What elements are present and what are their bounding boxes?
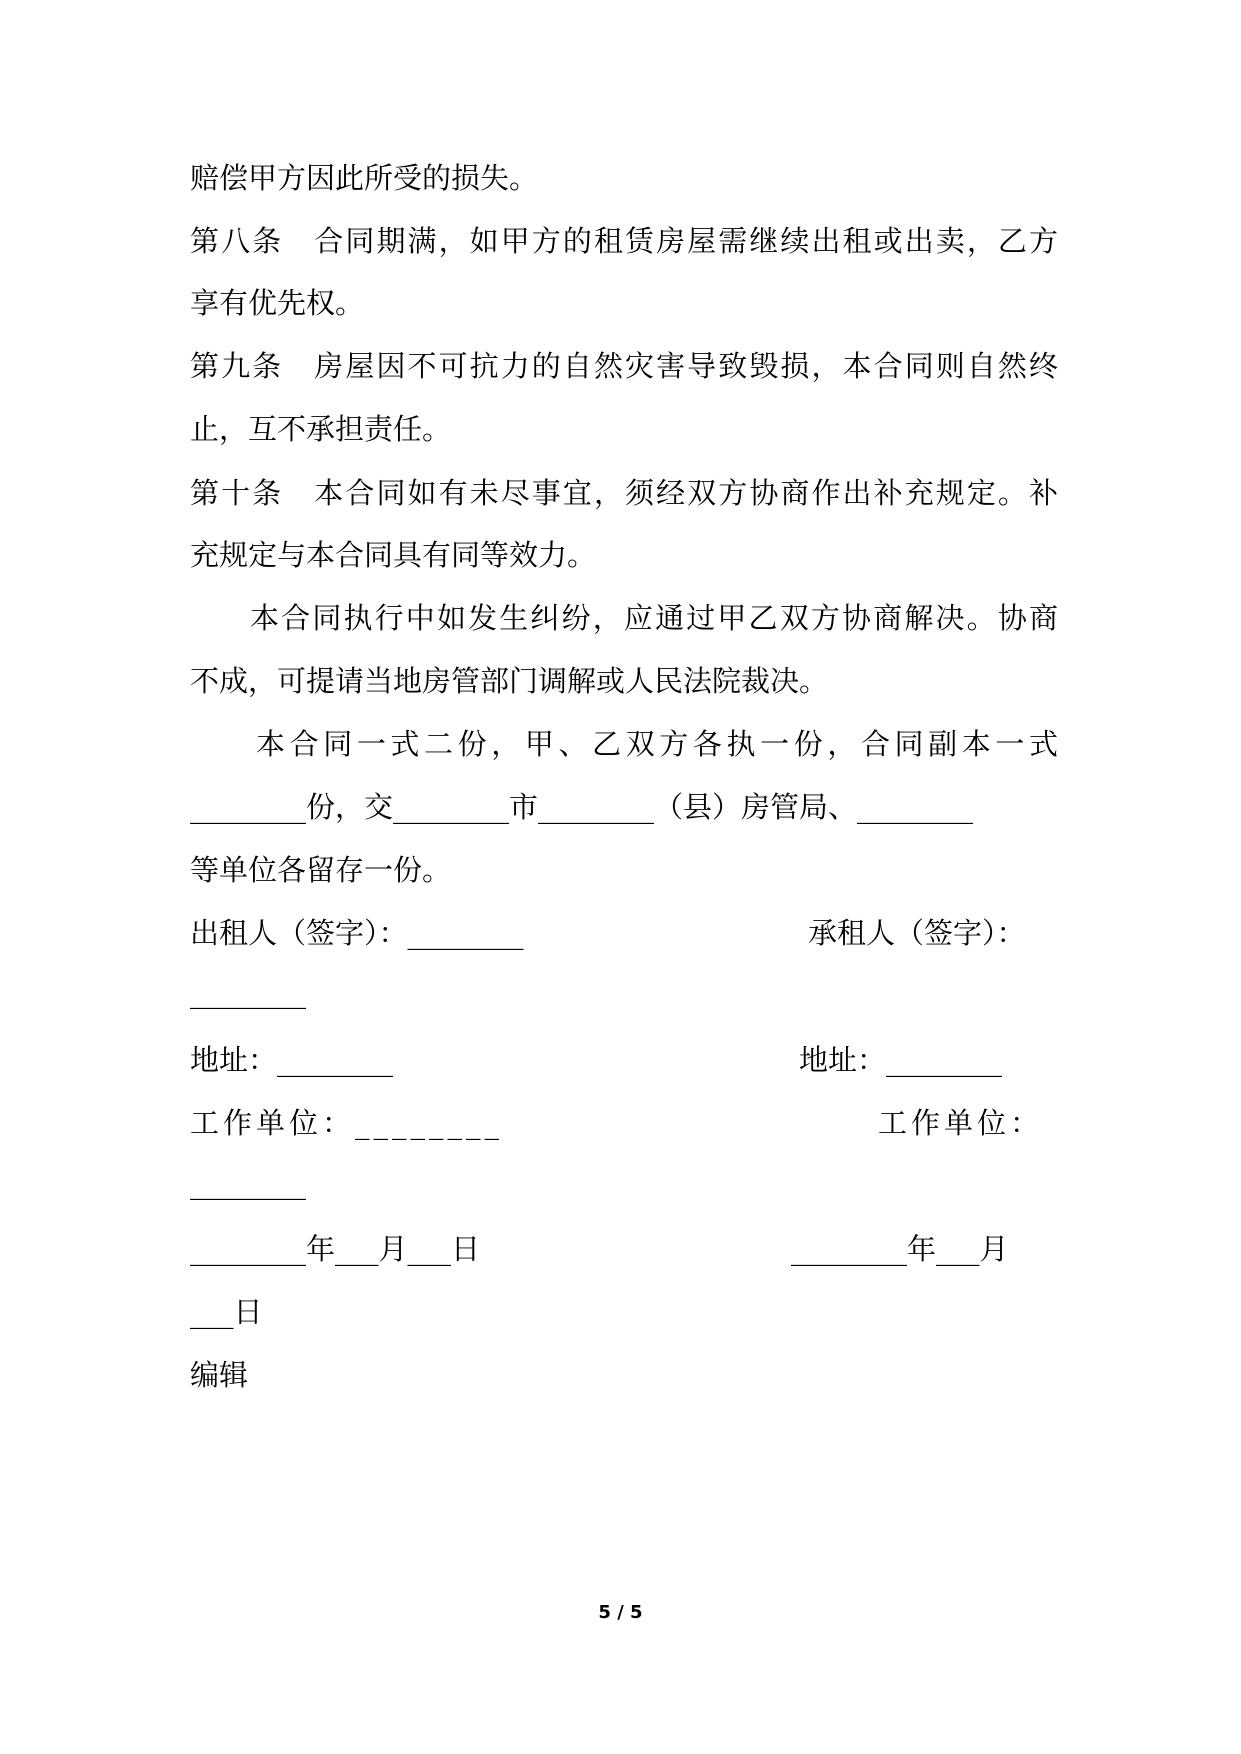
page-number: 5 / 5 xyxy=(598,1602,643,1623)
clause-9-line-1: 第九条 房屋因不可抗力的自然灾害导致毁损，本合同则自然终 xyxy=(190,349,1058,383)
clause-9-line-2: 止，互不承担责任。 xyxy=(190,412,452,446)
lessee-signature: 承租人（签字）： xyxy=(808,916,1026,950)
lessor-date: ________年___月___日 xyxy=(190,1232,481,1266)
clause-8-line-2: 享有优先权。 xyxy=(190,286,365,320)
lessee-work-unit: 工作单位： xyxy=(878,1106,1044,1140)
dispute-line-2: 不成，可提请当地房管部门调解或人民法院裁决。 xyxy=(190,664,829,698)
lessor-signature: 出租人（签字）：________ xyxy=(190,916,524,950)
edit-label: 编辑 xyxy=(190,1358,249,1392)
lessor-address: 地址：________ xyxy=(190,1043,394,1077)
lessee-signature-blank: ________ xyxy=(190,975,306,1009)
clause-10-line-2: 充规定与本合同具有同等效力。 xyxy=(190,538,597,572)
copies-line-2: ________份，交________市________（县）房管局、________ xyxy=(190,790,974,824)
text-line-1: 赔偿甲方因此所受的损失。 xyxy=(190,161,539,195)
lessee-address: 地址：________ xyxy=(799,1043,1003,1077)
dispute-line-1: 本合同执行中如发生纠纷，应通过甲乙双方协商解决。协商 xyxy=(250,601,1058,635)
lessee-date: ________年___月 xyxy=(791,1232,1009,1266)
copies-line-1: 本合同一式二份，甲、乙双方各执一份，合同副本一式 xyxy=(256,727,1058,761)
lessee-date-cont: ___日 xyxy=(190,1295,263,1329)
clause-10-line-1: 第十条 本合同如有未尽事宜，须经双方协商作出补充规定。补 xyxy=(190,476,1058,510)
clause-8-line-1: 第八条 合同期满，如甲方的租赁房屋需继续出租或出卖，乙方 xyxy=(190,224,1058,258)
lessor-work-unit: 工作单位：________ xyxy=(190,1106,504,1140)
lessee-work-unit-blank: ________ xyxy=(190,1166,306,1200)
copies-line-3: 等单位各留存一份。 xyxy=(190,853,452,887)
